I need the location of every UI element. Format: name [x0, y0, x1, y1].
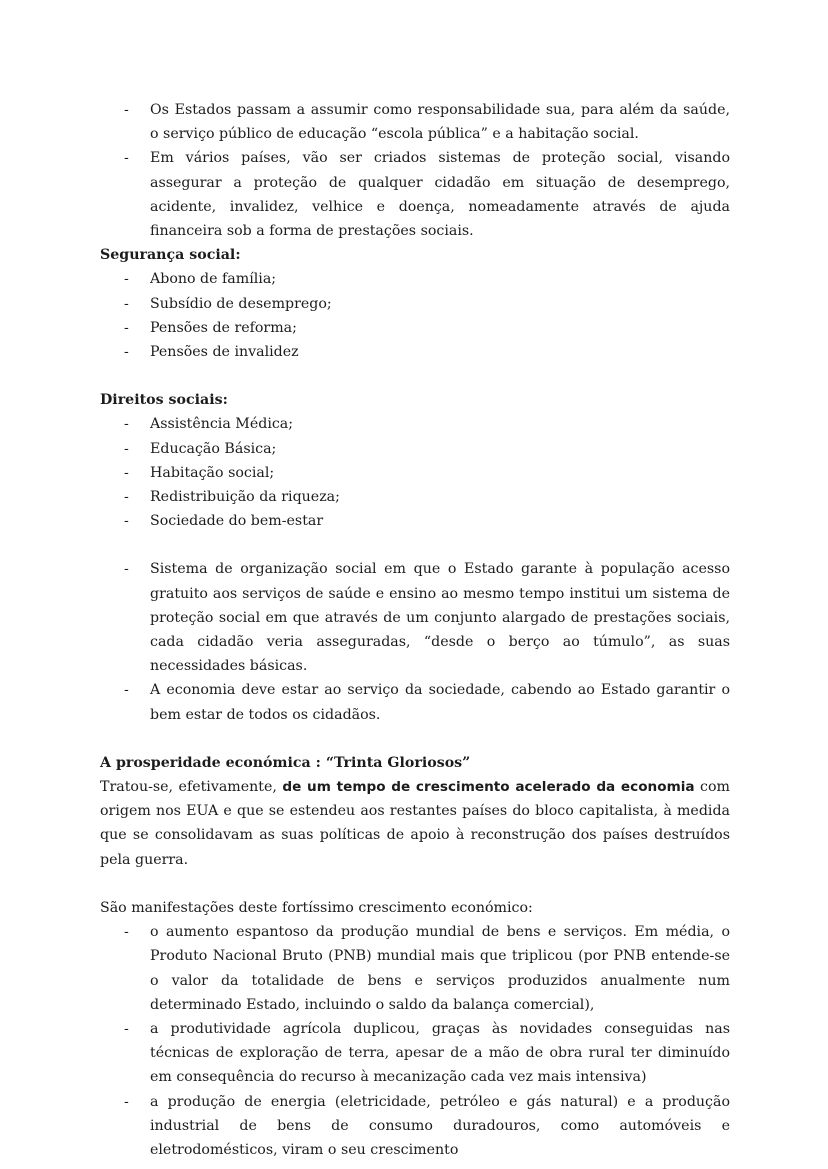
- dash-bullet: -: [124, 682, 129, 699]
- spacer: [100, 533, 730, 557]
- dash-bullet: -: [124, 295, 129, 312]
- list-item: [100, 920, 730, 1017]
- dash-bullet: -: [124, 344, 129, 361]
- dash-bullet: -: [124, 271, 129, 288]
- list-item: [100, 267, 730, 291]
- intro-list: [100, 98, 730, 243]
- item-text: Abono de família;: [150, 271, 277, 288]
- list-item: [100, 292, 730, 316]
- para-bold-text: de um tempo de crescimento acelerado da economia: [282, 779, 695, 796]
- prosperidade-heading: A prosperidade económica : “Trinta Gloriosos”: [100, 754, 471, 771]
- list-item: [100, 1090, 730, 1163]
- item-text: Os Estados passam a assumir como responsabilidade sua, para além da saúde, o serviço público de educação “escola pública” e a habitação social.: [150, 102, 730, 143]
- spacer: [100, 727, 730, 751]
- dash-bullet: -: [124, 489, 129, 506]
- list-item: [100, 316, 730, 340]
- direitos-list: [100, 412, 730, 533]
- list-item: [100, 461, 730, 485]
- dash-bullet: -: [124, 102, 129, 118]
- item-text: Redistribuição da riqueza;: [150, 489, 340, 506]
- prosperidade-paragraph: [100, 775, 730, 872]
- seguranca-list: [100, 267, 730, 364]
- dash-bullet: -: [124, 561, 129, 578]
- dash-bullet: -: [124, 513, 129, 530]
- manifest-list: [100, 920, 730, 1162]
- item-text: Sociedade do bem-estar: [150, 513, 324, 530]
- item-text: Pensões de reforma;: [150, 319, 297, 336]
- dash-bullet: -: [124, 924, 129, 941]
- seguranca-heading: Segurança social:: [100, 247, 241, 264]
- spacer: [100, 364, 730, 388]
- item-text: Assistência Médica;: [150, 416, 294, 433]
- dash-bullet: -: [124, 319, 129, 336]
- dash-bullet: -: [124, 440, 129, 457]
- list-item: [100, 146, 730, 243]
- direitos-heading: Direitos sociais:: [100, 392, 228, 409]
- item-text: Subsídio de desemprego;: [150, 295, 332, 312]
- list-item: [100, 1017, 730, 1090]
- dash-bullet: -: [124, 1020, 129, 1037]
- para-text: Tratou-se, efetivamente,: [100, 779, 283, 796]
- para-text: com origem nos EUA e que se estendeu aos restantes países do bloco capitalista, à medida que se consolidavam as suas políticas de apoio à reconstrução dos países destruídos pela guerra.: [100, 779, 730, 868]
- list-item: [100, 340, 730, 364]
- item-text: Habitação social;: [150, 464, 275, 481]
- estado-list: [100, 557, 730, 726]
- list-item: [100, 98, 730, 146]
- list-item: [100, 557, 730, 678]
- spacer: [100, 872, 730, 896]
- dash-bullet: -: [124, 416, 129, 433]
- dash-bullet: -: [124, 464, 129, 481]
- item-text: A economia deve estar ao serviço da sociedade, cabendo ao Estado garantir o bem estar de todos os cidadãos.: [150, 682, 730, 723]
- list-item: [100, 437, 730, 461]
- item-text: Sistema de organização social em que o Estado garante à população acesso gratuito aos serviços de saúde e ensino ao mesmo tempo institui um sistema de proteção social em que através de um conjunto alargado de prestações sociais, cada cidadão veria asseguradas, “desde o berço ao túmulo”, as suas necessidades básicas.: [150, 561, 730, 675]
- dash-bullet: -: [124, 150, 129, 167]
- list-item: [100, 678, 730, 726]
- manifest-intro: São manifestações deste fortíssimo crescimento económico:: [100, 899, 533, 916]
- item-text: Em vários países, vão ser criados sistemas de proteção social, visando assegurar a proteção de qualquer cidadão em situação de desemprego, acidente, invalidez, velhice e doença, nomeadamente através de ajuda financeira sob a forma de prestações sociais.: [150, 150, 730, 240]
- item-text: o aumento espantoso da produção mundial de bens e serviços. Em média, o Produto Nacional Bruto (PNB) mundial mais que triplicou (por PNB entende-se o valor da totalidade de bens e serviços produzidos anualmente num determinado Estado, incluindo o saldo da balança comercial),: [150, 924, 730, 1013]
- item-text: a produtividade agrícola duplicou, graças às novidades conseguidas nas técnicas de exploração de terra, apesar de a mão de obra rural ter diminuído em consequência do recurso à mecanização cada vez mais intensiva): [150, 1020, 730, 1086]
- item-text: Educação Básica;: [150, 440, 277, 457]
- dash-bullet: -: [124, 1093, 129, 1110]
- list-item: [100, 509, 730, 533]
- item-text: a produção de energia (eletricidade, petróleo e gás natural) e a produção industrial de bens de consumo duradouros, como automóveis e eletrodomésticos, viram o seu crescimento: [150, 1093, 730, 1158]
- list-item: [100, 412, 730, 436]
- item-text: Pensões de invalidez: [150, 344, 299, 361]
- list-item: [100, 485, 730, 509]
